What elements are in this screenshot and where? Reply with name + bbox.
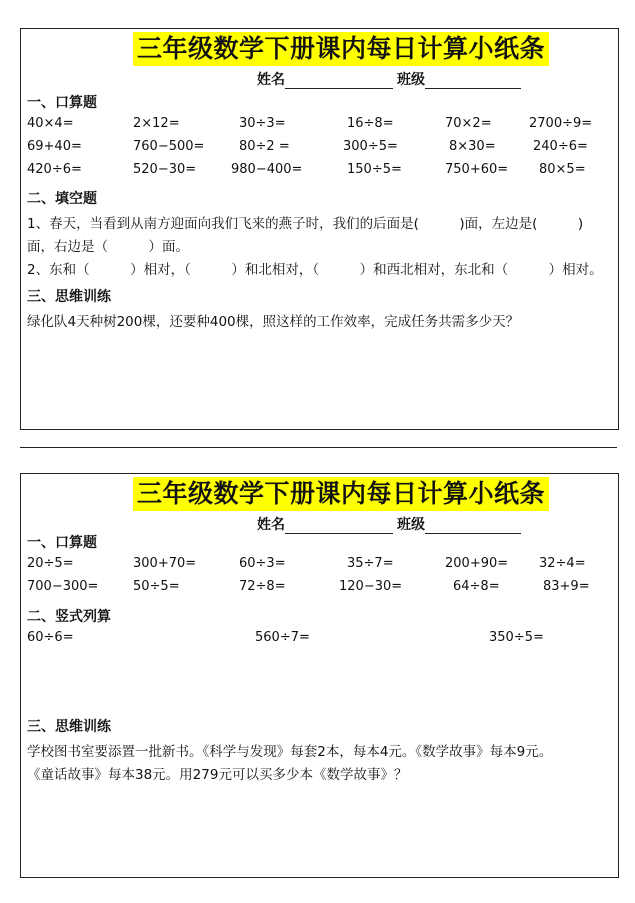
name-label: 姓名 [257,517,285,533]
problem: 150÷5= [347,162,402,177]
section-oral-calc: 一、口算题 [27,95,97,111]
problem: 700−300= [27,579,99,594]
problem: 2×12= [133,116,180,131]
name-blank[interactable] [285,518,393,534]
problem: 2700÷9= [529,116,593,131]
problem: 32÷4= [539,556,586,571]
class-label: 班级 [397,72,425,88]
section-oral-calc: 一、口算题 [27,535,97,551]
problem: 200+90= [445,556,509,571]
fill-question-2: 2、东和（ ）相对，（ ）和北相对，（ ）和西北相对，东北和（ ）相对。 [27,262,603,278]
problem: 120−30= [339,579,403,594]
name-field [257,514,393,534]
problem: 760−500= [133,139,205,154]
problem: 240÷6= [533,139,588,154]
problem: 64÷8= [453,579,500,594]
problem: 350÷5= [489,630,544,645]
problem: 72÷8= [239,579,286,594]
class-blank[interactable] [425,73,521,89]
worksheet-title: 三年级数学下册课内每日计算小纸条 [133,477,549,511]
section-vertical-calc: 二、竖式列算 [27,609,111,625]
class-field [397,514,521,534]
class-label: 班级 [397,517,425,533]
problem: 520−30= [133,162,197,177]
problem: 750+60= [445,162,509,177]
class-field [397,69,521,89]
problem: 35÷7= [347,556,394,571]
problem: 300÷5= [343,139,398,154]
fill-question-1: 1、春天，当看到从南方迎面向我们飞来的燕子时，我们的后面是( )面，左边是( ) [27,216,584,232]
worksheet-1 [20,28,619,430]
section-fill-blank: 二、填空题 [27,191,97,207]
problem: 300+70= [133,556,197,571]
problem: 80÷2 = [239,139,290,154]
worksheet-2 [20,473,619,878]
thinking-question: 学校图书室要添置一批新书。《科学与发现》每套2本，每本4元。《数学故事》每本9元。 [27,744,553,760]
name-label: 姓名 [257,72,285,88]
problem: 420÷6= [27,162,82,177]
problem: 50÷5= [133,579,180,594]
problem: 80×5= [539,162,586,177]
problem: 83+9= [543,579,590,594]
problem: 16÷8= [347,116,394,131]
problem: 560÷7= [255,630,310,645]
section-thinking: 三、思维训练 [27,719,111,735]
problem: 20÷5= [27,556,74,571]
problem: 69+40= [27,139,82,154]
fill-question-1-cont: 面，右边是（ ）面。 [27,239,189,255]
problem: 60÷6= [27,630,74,645]
problem: 60÷3= [239,556,286,571]
class-blank[interactable] [425,518,521,534]
divider [20,447,617,448]
problem: 70×2= [445,116,492,131]
worksheet-title: 三年级数学下册课内每日计算小纸条 [133,32,549,66]
name-field [257,69,393,89]
problem: 30÷3= [239,116,286,131]
thinking-question: 绿化队4天种树200棵，还要种400棵，照这样的工作效率，完成任务共需多少天？ [27,314,520,330]
section-thinking: 三、思维训练 [27,289,111,305]
name-blank[interactable] [285,73,393,89]
problem: 40×4= [27,116,74,131]
problem: 980−400= [231,162,303,177]
thinking-question-cont: 《童话故事》每本38元。用279元可以买多少本《数学故事》？ [27,767,408,783]
problem: 8×30= [449,139,496,154]
